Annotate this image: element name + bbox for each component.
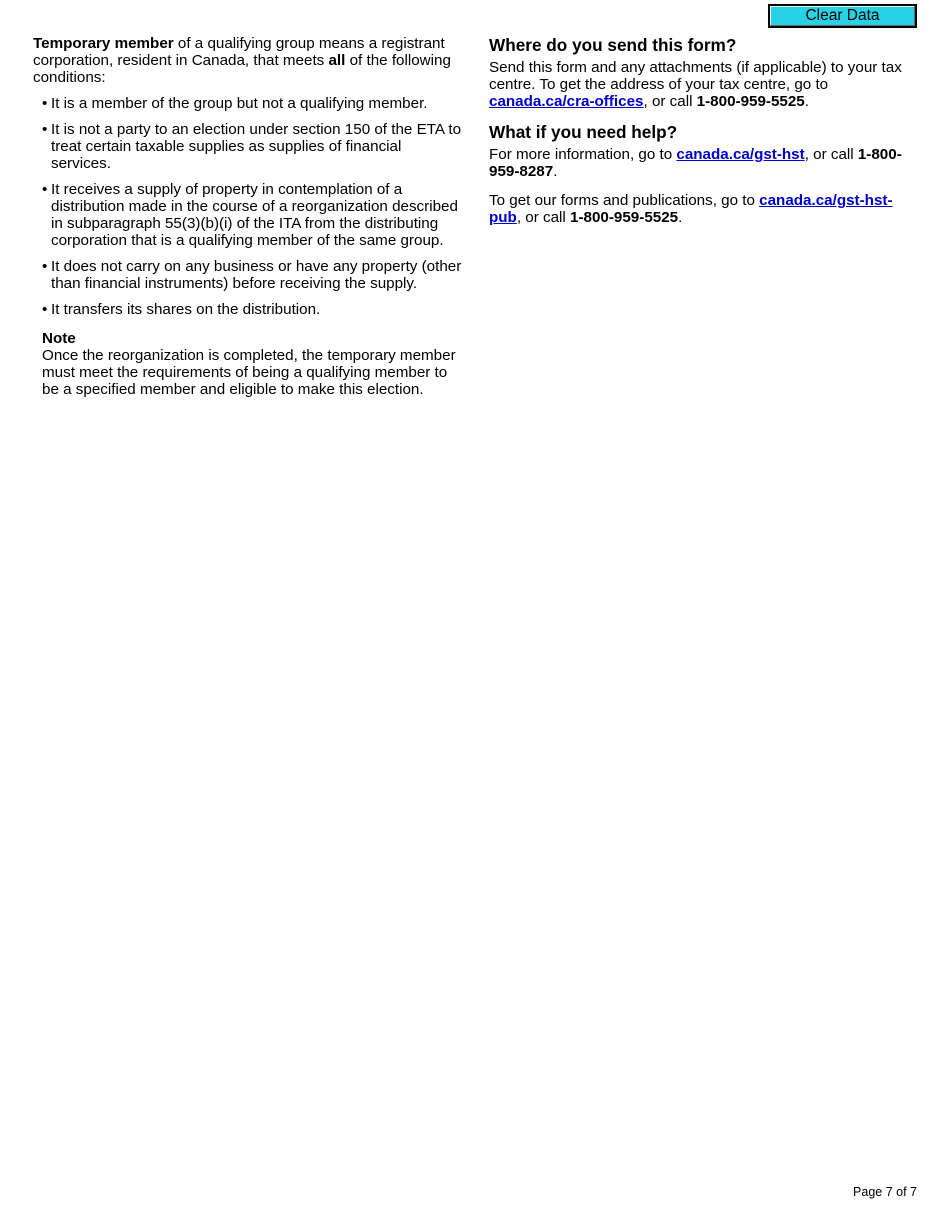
bullet-icon: • <box>42 258 48 275</box>
condition-text: It is a member of the group but not a qualifying member. <box>51 95 428 112</box>
left-column <box>33 35 465 398</box>
definition-text-1: of a qualifying group means a registrant corporation, resident in Canada, that meets <box>33 35 445 69</box>
forms-text-2: , or call <box>516 209 571 226</box>
note-block <box>42 330 465 398</box>
gst-hst-link[interactable]: canada.ca/gst-hst <box>676 146 805 163</box>
help-heading: What if you need help? <box>489 122 678 142</box>
phone-number: 1-800-959-5525 <box>696 93 805 110</box>
help-forms-text <box>489 192 919 226</box>
help-section <box>489 122 919 226</box>
forms-text-1: To get our forms and publications, go to <box>489 192 760 209</box>
send-text-2: , or call <box>643 93 697 110</box>
help-info-text <box>489 146 919 180</box>
gst-hst-pub-link[interactable]: canada.ca/gst-hst-pub <box>489 192 893 226</box>
conditions-list <box>33 95 465 318</box>
term-temporary-member: Temporary member <box>33 35 174 52</box>
note-title: Note <box>42 330 76 347</box>
send-form-text <box>489 59 919 110</box>
right-column <box>489 35 919 238</box>
emphasis-all: all <box>328 52 346 69</box>
phone-number: 1-800-959-8287 <box>489 146 902 180</box>
help-text-1: For more information, go to <box>489 146 677 163</box>
bullet-icon: • <box>42 181 48 198</box>
list-item <box>42 181 465 249</box>
forms-text-3: . <box>678 209 683 226</box>
bullet-icon: • <box>42 301 48 318</box>
send-form-heading: Where do you send this form? <box>489 35 737 55</box>
condition-text: It does not carry on any business or have any property (other than financial instruments) before receiving the supply. <box>51 258 462 292</box>
clear-data-button[interactable]: Clear Data <box>768 4 917 28</box>
cra-offices-link[interactable]: canada.ca/cra-offices <box>489 93 644 110</box>
condition-text: It is not a party to an election under section 150 of the ETA to treat certain taxable supplies as supplies of financial services. <box>51 121 462 172</box>
list-item <box>42 95 465 112</box>
definition-text-2: of the following conditions: <box>33 52 451 86</box>
page-number: Page 7 of 7 <box>853 1185 917 1199</box>
send-form-section <box>489 35 919 110</box>
temporary-member-definition <box>33 35 465 86</box>
bullet-icon: • <box>42 95 48 112</box>
condition-text: It transfers its shares on the distribution. <box>51 301 321 318</box>
help-text-2: , or call <box>804 146 858 163</box>
list-item <box>42 301 465 318</box>
phone-number: 1-800-959-5525 <box>570 209 679 226</box>
list-item <box>42 258 465 292</box>
send-text-3: . <box>804 93 809 110</box>
send-text-1: Send this form and any attachments (if applicable) to your tax centre. To get the address of your tax centre, go to <box>489 59 902 93</box>
bullet-icon: • <box>42 121 48 138</box>
help-text-3: . <box>553 163 558 180</box>
note-text: Once the reorganization is completed, the temporary member must meet the requirements of being a qualifying member to be a specified member and eligible to make this election. <box>42 347 456 398</box>
condition-text: It receives a supply of property in contemplation of a distribution made in the course of a reorganization described in subparagraph 55(3)(b)(i) of the ITA from the distributing corporation that is a qualifying member of the same group. <box>51 181 458 249</box>
list-item <box>42 121 465 172</box>
